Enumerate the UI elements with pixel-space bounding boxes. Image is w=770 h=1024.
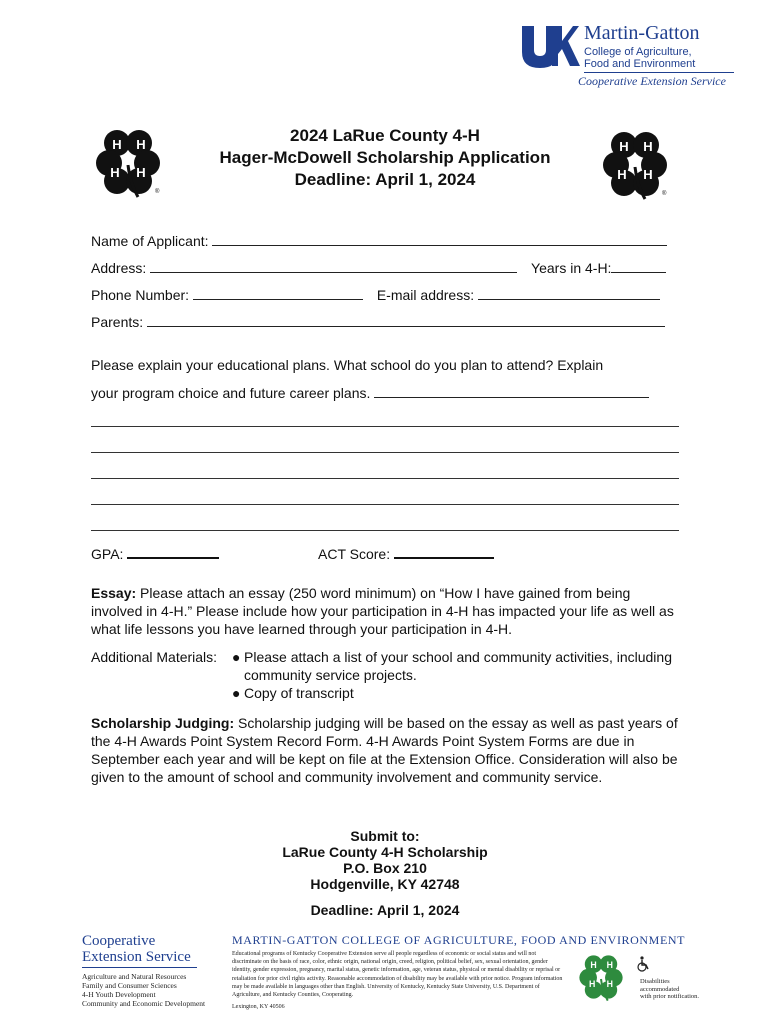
plans-question-2: your program choice and future career plans. [91, 385, 371, 401]
act-row [318, 545, 494, 562]
essay-label: Essay: [91, 585, 137, 601]
clover-h-letter: H [606, 979, 613, 990]
answer-line[interactable] [91, 478, 679, 479]
title-line-1: 2024 LaRue County 4-H [290, 126, 480, 145]
email-label: E-mail address: [376, 287, 475, 303]
clover-h-letter: H [617, 167, 627, 182]
footer-disabilities-note: Disabilities accommodated with prior notification. [640, 978, 700, 1000]
phone-field[interactable] [193, 286, 363, 300]
years-field[interactable] [611, 259, 666, 273]
gpa-label: GPA: [91, 546, 124, 562]
judging-label: Scholarship Judging: [91, 715, 235, 731]
uk-logo [520, 22, 580, 70]
clover-h-letter: H [110, 165, 120, 180]
plans-answer-field[interactable] [374, 384, 649, 398]
college-title: Martin-Gatton [584, 22, 700, 44]
address-row [91, 259, 666, 276]
footer-program-units: Agriculture and Natural Resources Family and Consumer Sciences 4-H Youth Development Community and Economic Development [82, 972, 206, 1008]
title-deadline: Deadline: April 1, 2024 [294, 170, 476, 189]
clover-h-letter: H [643, 167, 653, 182]
extension-service-tagline: Cooperative Extension Service [578, 74, 726, 88]
bullet-icon: ● [232, 685, 241, 701]
footer-college-name: MARTIN-GATTON COLLEGE OF AGRICULTURE, FOOD AND ENVIRONMENT [232, 933, 686, 947]
4h-clover-icon [576, 952, 626, 1002]
college-subtitle: College of Agriculture, Food and Environment [584, 46, 696, 70]
clover-h-letter: H [136, 165, 146, 180]
answer-line[interactable] [91, 426, 679, 427]
act-field[interactable] [394, 545, 494, 559]
wheelchair-icon [636, 956, 650, 972]
header-rule [584, 72, 734, 73]
parents-label: Parents: [91, 314, 144, 330]
additional-label: Additional Materials: [91, 649, 218, 665]
phone-email-row [91, 286, 660, 303]
act-label: ACT Score: [318, 546, 391, 562]
name-label: Name of Applicant: [91, 233, 209, 249]
submit-deadline: Deadline: April 1, 2024 [310, 902, 460, 918]
answer-line[interactable] [91, 504, 679, 505]
footer-ces-logo: Cooperative Extension Service [82, 933, 191, 965]
answer-line[interactable] [91, 530, 679, 531]
clover-h-letter: H [136, 137, 146, 152]
plans-row [91, 384, 649, 401]
clover-h-letter: H [619, 139, 629, 154]
clover-registered-mark: ® [662, 191, 667, 197]
list-item: ● Copy of transcript [232, 685, 354, 701]
phone-label: Phone Number: [91, 287, 190, 303]
4h-clover-icon [598, 127, 672, 201]
clover-h-letter: H [589, 979, 596, 990]
name-field[interactable] [212, 232, 667, 246]
essay-text: Please attach an essay (250 word minimum) on “How I have gained from being involved in 4-H.” Please include how your participation in 4-H has impacted your life as well as what life lessons you have learned through your participation in 4-H. [91, 585, 674, 637]
bullet-icon: ● [232, 649, 241, 665]
judging-text: Scholarship judging will be based on the essay as well as past years of the 4-H Awards Point System Record Form. 4-H Awards Point System Forms are due in September each year and will be kept on file at the Extension Office. Consideration will also be given to the amount of school and community involvement and community service. [91, 715, 678, 785]
judging-section [91, 714, 681, 786]
essay-section [91, 584, 681, 638]
gpa-field[interactable] [127, 545, 219, 559]
answer-line[interactable] [91, 452, 679, 453]
gpa-row [91, 545, 219, 562]
4h-clover-icon [91, 125, 165, 199]
email-field[interactable] [478, 286, 660, 300]
parents-row [91, 313, 665, 330]
name-row [91, 232, 667, 249]
title-line-2: Hager-McDowell Scholarship Application [219, 148, 551, 167]
submit-address: Submit to: LaRue County 4-H Scholarship P.O. Box 210 Hodgenville, KY 42748 [200, 828, 570, 892]
clover-h-letter: H [606, 960, 613, 971]
footer-city: Lexington, KY 40506 [232, 1004, 285, 1010]
form-title [180, 125, 590, 191]
list-item: ● Please attach a list of your school and community activities, including community service projects. [232, 649, 672, 683]
clover-h-letter: H [590, 960, 597, 971]
years-label: Years in 4-H: [531, 260, 612, 276]
footer-disclaimer: Educational programs of Kentucky Cooperative Extension serve all people regardless of economic or social status and will not discriminate on the basis of race, color, ethnic origin, national origin, creed, religion, political belief, sex, sexual orientation, gender identity, gender expression, pregnancy, marital status, genetic information, age, veteran status, physical or mental disability or reprisal or retaliation for prior civil rights activity. Reasonable accommodation of disability may be available with prior notice. Program information may be made available in languages other than English. University of Kentucky, Kentucky State University, U.S. Department of Agriculture, and Kentucky Counties, Cooperating. [232, 951, 563, 999]
submit-heading: Submit to: [350, 828, 420, 844]
address-field[interactable] [150, 259, 517, 273]
plans-question-1: Please explain your educational plans. What school do you plan to attend? Explain [91, 357, 604, 373]
clover-h-letter: H [112, 137, 122, 152]
address-label: Address: [91, 260, 147, 276]
clover-registered-mark: ® [155, 189, 160, 195]
footer-rule [82, 967, 197, 968]
parents-field[interactable] [147, 313, 665, 327]
clover-h-letter: H [643, 139, 653, 154]
